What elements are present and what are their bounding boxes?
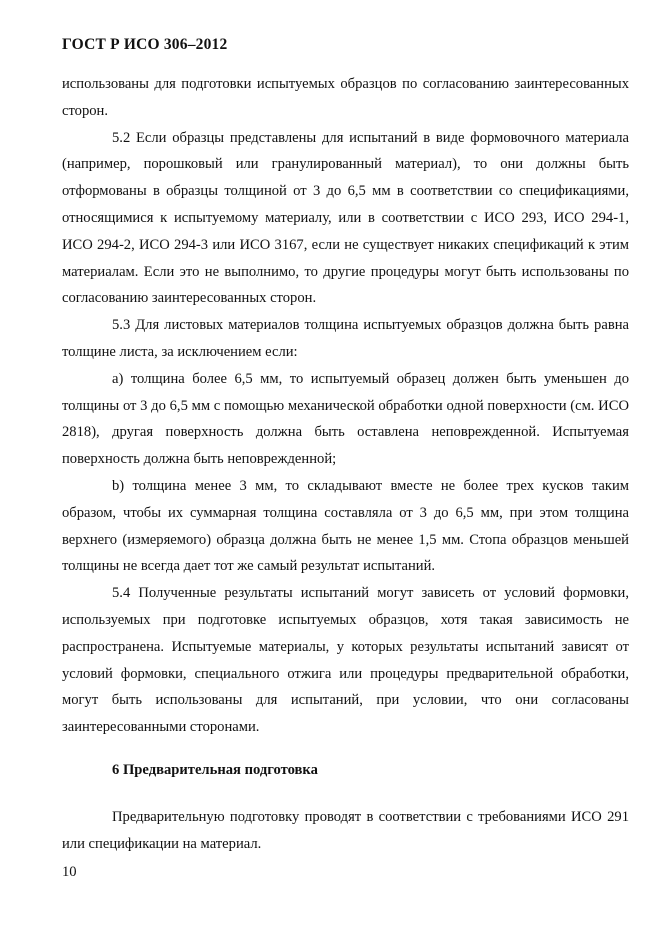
list-item-a: а) толщина более 6,5 мм, то испытуемый образец должен быть уменьшен до толщины от 3 до 6,5 мм с помощью механической обработки одной поверхности (см. ИСО 2818), другая поверхность должна быть оставлена неповрежденной. Испытуемая поверхность должна быть неповрежденной; bbox=[62, 370, 629, 468]
section-body bbox=[62, 804, 629, 858]
section-heading: 6 Предварительная подготовка bbox=[112, 762, 318, 778]
page-number: 10 bbox=[62, 864, 77, 880]
paragraph-continuation: использованы для подготовки испытуемых образцов по согласованию заинтересованных сторон. bbox=[62, 76, 629, 119]
document-header: ГОСТ Р ИСО 306–2012 bbox=[62, 36, 228, 53]
list-item-b: b) толщина менее 3 мм, то складывают вместе не более трех кусков таким образом, чтобы их суммарная толщина составляла от 3 до 6,5 мм, при этом толщина верхнего (измеряемого) образца должна быть не менее 1,5 мм. Стопа образцов меньшей толщины не всегда дает тот же самый результат испытаний. bbox=[62, 477, 629, 575]
paragraph-6-text: Предварительную подготовку проводят в соответствии с требованиями ИСО 291 или спецификации на материал. bbox=[62, 809, 629, 852]
body-text bbox=[62, 71, 629, 741]
paragraph-5-4: 5.4 Полученные результаты испытаний могут зависеть от условий формовки, используемых при подготовке испытуемых образцов, хотя такая зависимость не распространена. Испытуемые материалы, у которых результаты испытаний зависят от условий формовки, специального отжига или процедуры предварительной обработки, могут быть использованы для испытаний, при условии, что они согласованы заинтересованными сторонами. bbox=[62, 585, 629, 736]
paragraph-5-3: 5.3 Для листовых материалов толщина испытуемых образцов должна быть равна толщине листа, за исключением если: bbox=[62, 317, 629, 360]
paragraph-5-2: 5.2 Если образцы представлены для испытаний в виде формовочного материала (например, порошковый или гранулированный материал), то они должны быть отформованы в образцы толщиной от 3 до 6,5 мм в соответствии со спецификациями, относящимися к испытуемому материалу, или в соответствии с ИСО 293, ИСО 294-1, ИСО 294-2, ИСО 294-3 или ИСО 3167, если не существует никаких спецификаций к этим материалам. Если это не выполнимо, то другие процедуры могут быть использованы по согласованию заинтересованных сторон. bbox=[62, 129, 629, 307]
